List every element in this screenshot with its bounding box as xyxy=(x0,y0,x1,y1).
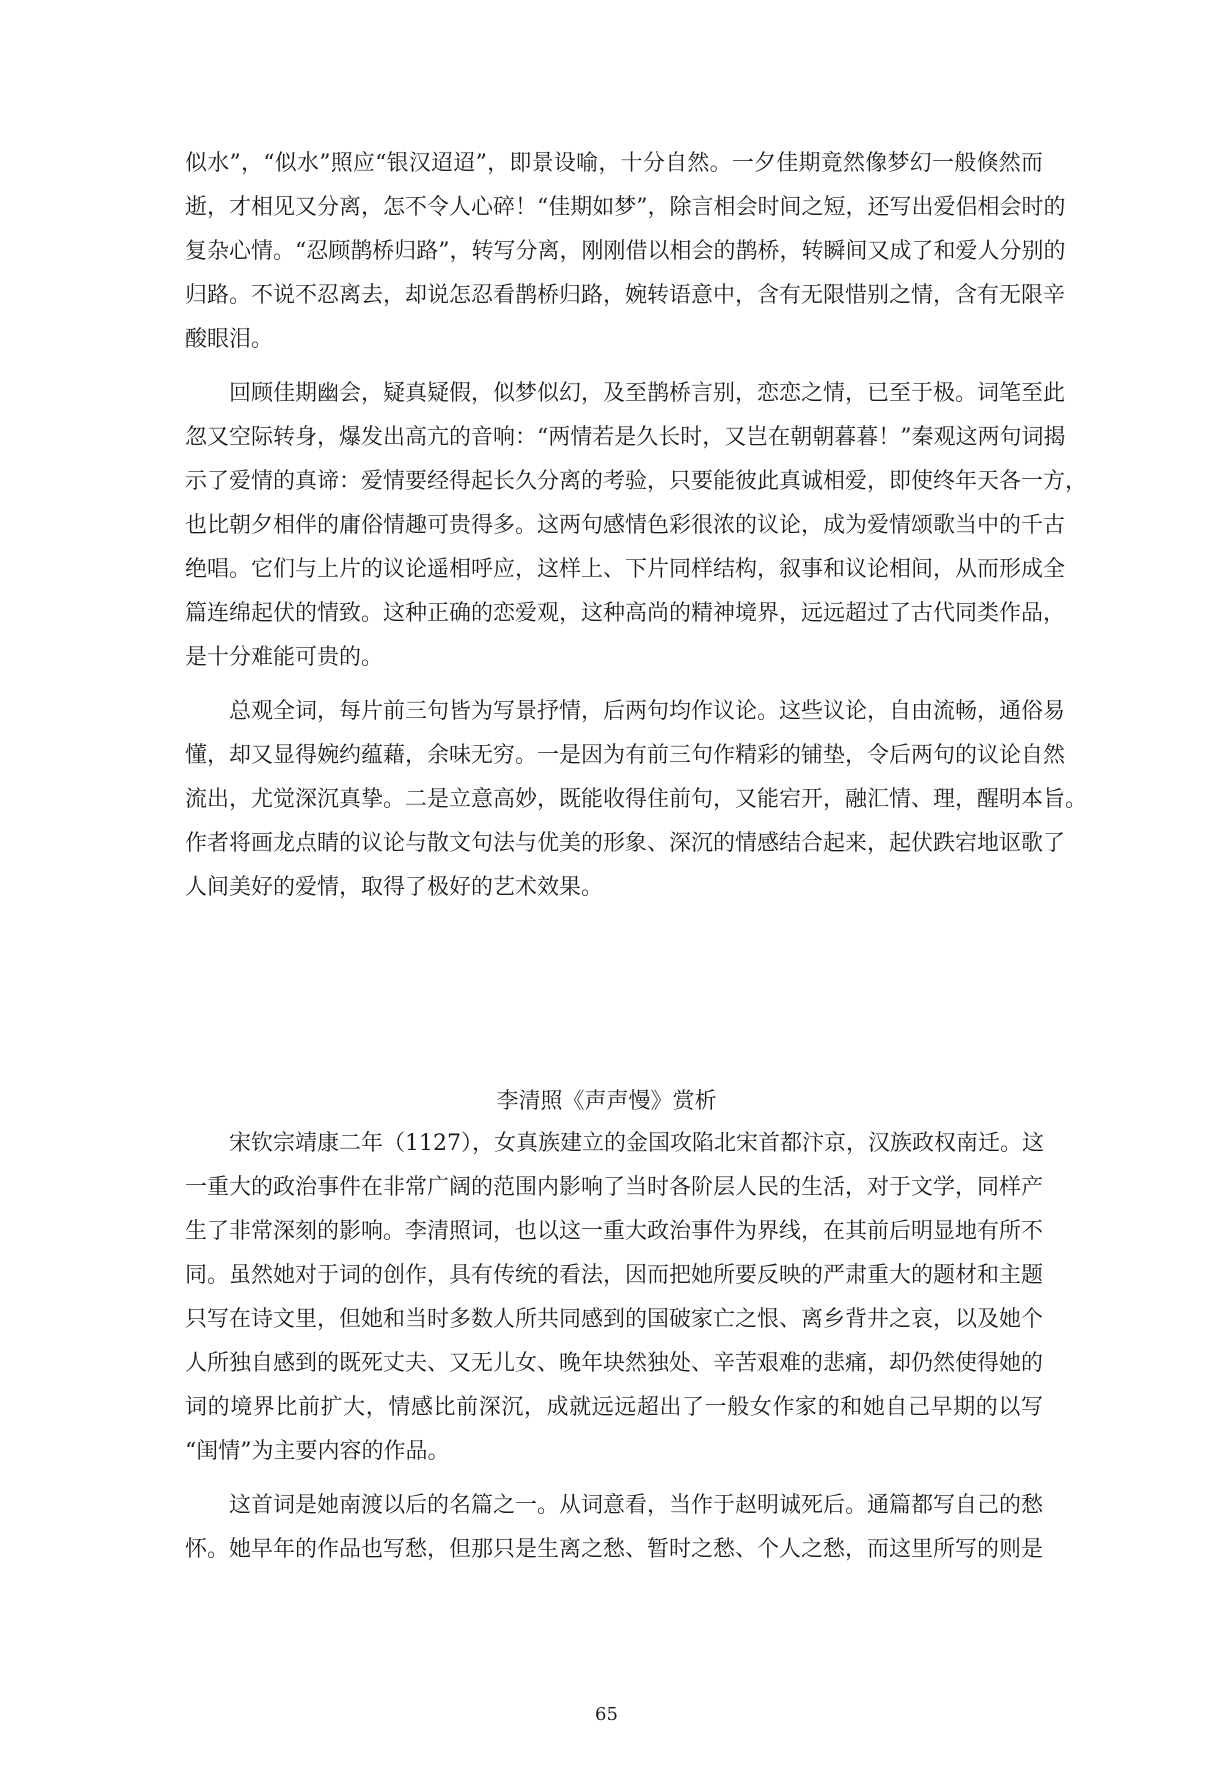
text-line: 人间美好的爱情，取得了极好的艺术效果。 xyxy=(185,875,604,900)
paragraph xyxy=(185,1484,1043,1572)
text-line: 只写在诗文里，但她和当时多数人所共同感到的国破家亡之恨、离乡背井之哀，以及她个 xyxy=(185,1307,1044,1332)
text-line: 示了爱情的真谛：爱情要经得起长久分离的考验，只要能彼此真诚相爱，即使终年天各一方， xyxy=(185,469,1088,494)
text-line: 归路。不说不忍离去，却说怎忍看鹊桥归路，婉转语意中，含有无限惜别之情，含有无限辛 xyxy=(185,283,1066,308)
text-line: 绝唱。它们与上片的议论遥相呼应，这样上、下片同样结构，叙事和议论相间，从而形成全 xyxy=(185,557,1066,582)
paragraph-gap xyxy=(185,1474,1043,1484)
section-title: 李清照《声声慢》赏析 xyxy=(496,1089,717,1114)
paragraph-gap xyxy=(185,680,1043,690)
text-line: 词的境界比前扩大，情感比前深沉，成就远远超出了一般女作家的和她自己早期的以写 xyxy=(185,1395,1043,1420)
text-line: 是十分难能可贵的。 xyxy=(185,645,384,670)
text-line: 也比朝夕相伴的庸俗情趣可贵得多。这两句感情色彩很浓的议论，成为爱情颂歌当中的千古 xyxy=(185,513,1066,538)
body-text-lower xyxy=(185,1122,1043,1572)
text-line: 同。虽然她对于词的创作，具有传统的看法，因而把她所要反映的严肃重大的题材和主题 xyxy=(185,1263,1044,1288)
text-line: 怀。她早年的作品也写愁，但那只是生离之愁、暂时之愁、个人之愁，而这里所写的则是 xyxy=(185,1537,1044,1562)
paragraph xyxy=(185,690,1088,910)
text-line: 复杂心情。“忍顾鹊桥归路”，转写分离，刚刚借以相会的鹊桥，转瞬间又成了和爱人分别的 xyxy=(185,239,1066,264)
text-line: 生了非常深刻的影响。李清照词，也以这一重大政治事件为界线，在其前后明显地有所不 xyxy=(185,1219,1044,1244)
paragraph xyxy=(185,1122,1043,1474)
text-line: 篇连绵起伏的情致。这种正确的恋爱观，这种高尚的精神境界，远远超过了古代同类作品， xyxy=(185,601,1066,626)
text-line: 人所独自感到的既死丈夫、又无儿女、晚年块然独处、辛苦艰难的悲痛，却仍然使得她的 xyxy=(185,1351,1044,1376)
paragraph-gap xyxy=(185,362,1043,372)
text-line: “闺情”为主要内容的作品。 xyxy=(185,1439,450,1464)
page-number: 65 xyxy=(595,1704,618,1725)
text-line: 懂，却又显得婉约蕴藉，余味无穷。一是因为有前三句作精彩的铺垫，令后两句的议论自然 xyxy=(185,743,1066,768)
text-line: 酸眼泪。 xyxy=(185,327,274,352)
text-line: 宋钦宗靖康二年（1127），女真族建立的金国攻陷北宋首都汴京，汉族政权南迁。这 xyxy=(229,1131,1044,1156)
text-line: 这首词是她南渡以后的名篇之一。从词意看，当作于赵明诚死后。通篇都写自己的愁 xyxy=(229,1493,1044,1518)
text-line: 总观全词，每片前三句皆为写景抒情，后两句均作议论。这些议论，自由流畅，通俗易 xyxy=(229,699,1066,724)
text-line: 作者将画龙点睛的议论与散文句法与优美的形象、深沉的情感结合起来，起伏跌宕地讴歌了 xyxy=(185,831,1066,856)
text-line: 忽又空际转身，爆发出高亢的音响：“两情若是久长时，又岂在朝朝暮暮！”秦观这两句词揭 xyxy=(185,425,1066,450)
paragraph xyxy=(185,372,1088,680)
text-line: 一重大的政治事件在非常广阔的范围内影响了当时各阶层人民的生活，对于文学，同样产 xyxy=(185,1175,1044,1200)
text-line: 似水”，“似水”照应“银汉迢迢”，即景设喻，十分自然。一夕佳期竟然像梦幻一般倏然而 xyxy=(185,151,1043,176)
paragraph xyxy=(185,142,1066,362)
text-line: 逝，才相见又分离，怎不令人心碎！“佳期如梦”，除言相会时间之短，还写出爱侣相会时的 xyxy=(185,195,1066,220)
body-text-upper xyxy=(185,142,1088,910)
text-line: 流出，尤觉深沉真挚。二是立意高妙，既能收得住前句，又能宕开，融汇情、理，醒明本旨。 xyxy=(185,787,1088,812)
text-line: 回顾佳期幽会，疑真疑假，似梦似幻，及至鹊桥言别，恋恋之情，已至于极。词笔至此 xyxy=(229,381,1066,406)
